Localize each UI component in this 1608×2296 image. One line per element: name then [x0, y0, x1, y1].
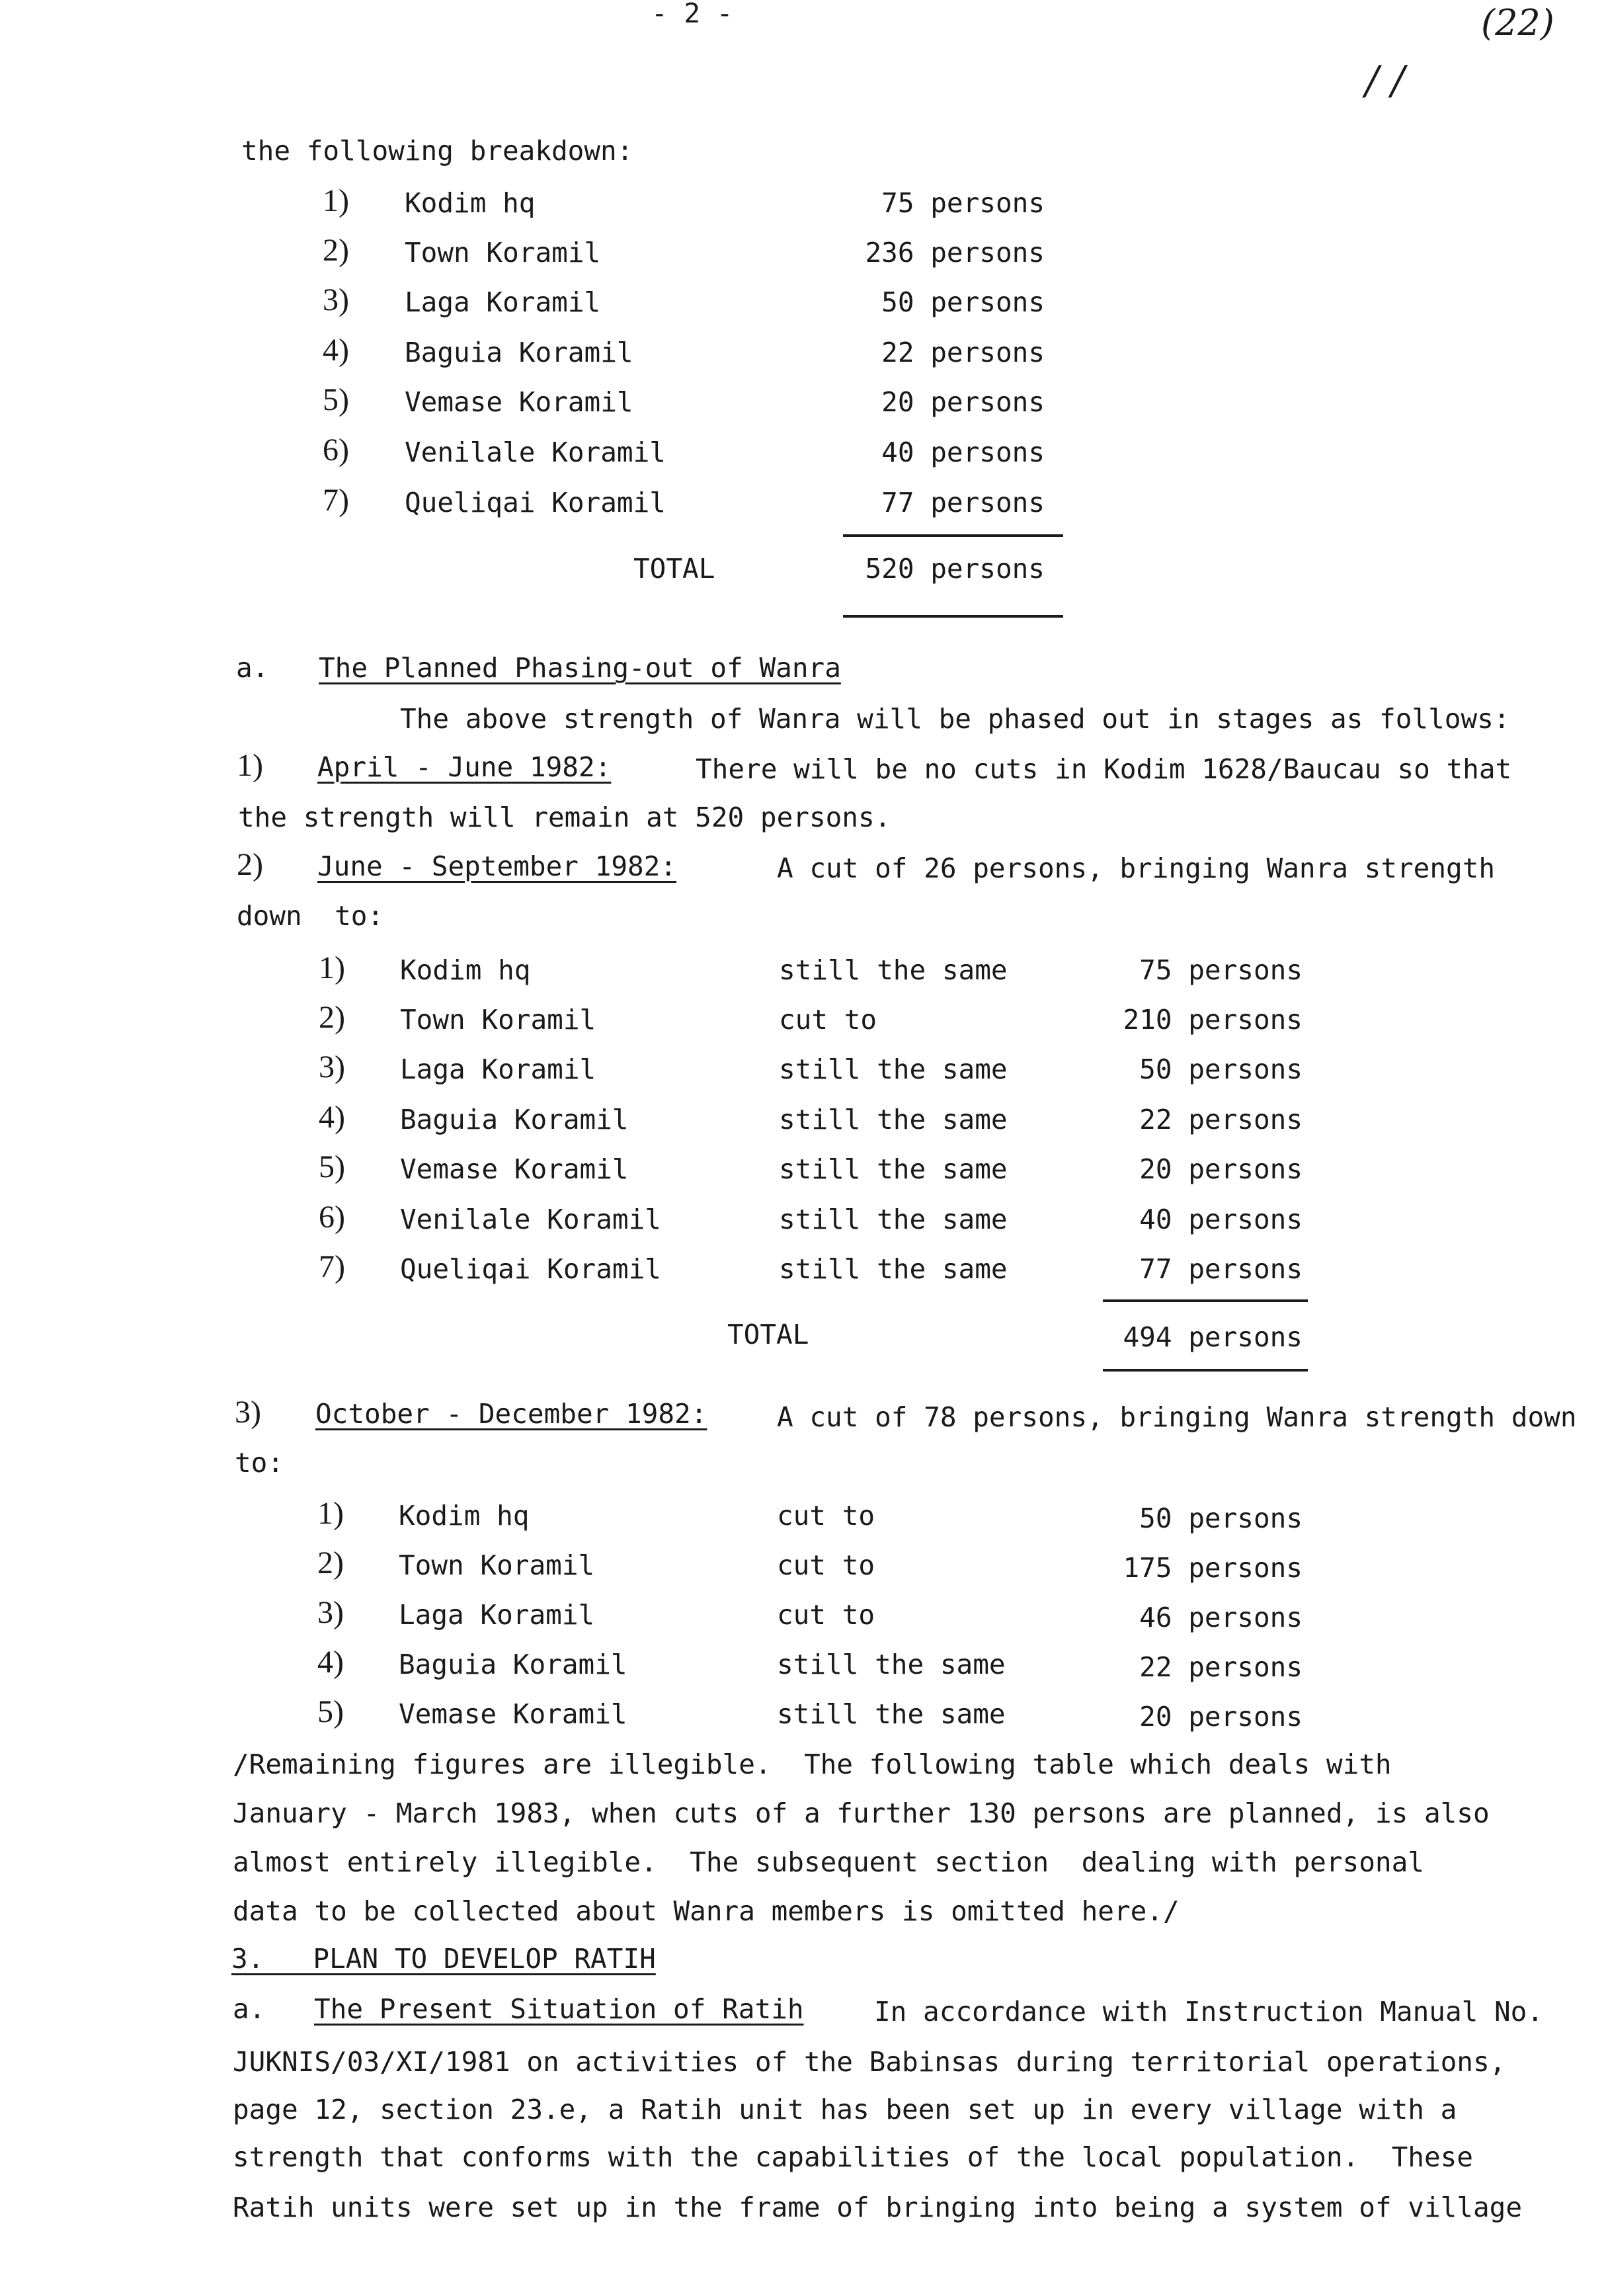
- section-3a-line: In accordance with Instruction Manual No.: [874, 1996, 1544, 2028]
- section-a-paragraph: The above strength of Wanra will be phased out in stages as follows:: [400, 703, 1510, 735]
- row-number: 2): [319, 1000, 345, 1035]
- row-number: 6): [319, 1200, 345, 1235]
- total-rule: [1103, 1299, 1308, 1302]
- row-value: 75 persons: [1139, 954, 1303, 986]
- row-status: still the same: [779, 1253, 1008, 1285]
- note-line: January - March 1983, when cuts of a further 130 persons are planned, is also: [233, 1797, 1490, 1829]
- row-status: cut to: [777, 1500, 875, 1532]
- row-number: 2): [317, 1545, 344, 1580]
- page-number: (22): [1481, 2, 1554, 44]
- row-name: Baguia Koramil: [400, 1104, 629, 1135]
- row-value: 22 persons: [881, 337, 1045, 368]
- row-number: 5): [319, 1149, 345, 1184]
- row-value: 46 persons: [1139, 1602, 1303, 1633]
- row-status: still the same: [779, 1204, 1008, 1235]
- row-status: still the same: [779, 1153, 1008, 1185]
- row-number: 4): [317, 1645, 344, 1680]
- row-name: Kodim hq: [399, 1500, 530, 1532]
- total-rule-bottom: [843, 615, 1063, 618]
- row-number: 7): [323, 483, 349, 518]
- total-rule: [843, 534, 1063, 537]
- stage3-text: A cut of 78 persons, bringing Wanra strength down: [777, 1401, 1577, 1433]
- section-a-title: The Planned Phasing-out of Wanra: [319, 652, 841, 684]
- row-number: 1): [323, 183, 349, 218]
- stage2-text: A cut of 26 persons, bringing Wanra strength: [777, 852, 1496, 884]
- row-name: Vemase Koramil: [399, 1698, 627, 1730]
- row-value: 50 persons: [1139, 1502, 1303, 1534]
- total-label: TOTAL: [633, 553, 715, 585]
- row-name: Queliqai Koramil: [405, 487, 666, 518]
- row-number: 2): [323, 233, 349, 268]
- row-name: Vemase Koramil: [400, 1153, 629, 1185]
- note-line: data to be collected about Wanra members is omitted here./: [233, 1895, 1180, 1927]
- row-name: Kodim hq: [400, 954, 531, 986]
- stage3-text-cont: to:: [235, 1447, 284, 1479]
- row-value: 20 persons: [1139, 1701, 1303, 1733]
- stage1-period: April - June 1982:: [317, 751, 612, 783]
- row-value: 22 persons: [1139, 1104, 1303, 1135]
- row-number: 3): [317, 1595, 344, 1630]
- row-name: Baguia Koramil: [405, 337, 633, 368]
- stage2-period: June - September 1982:: [317, 850, 677, 882]
- row-status: still the same: [779, 1053, 1008, 1085]
- row-value: 50 persons: [1139, 1053, 1303, 1085]
- section-3a-line: strength that conforms with the capabilities of the local population. These: [233, 2141, 1473, 2173]
- row-name: Queliqai Koramil: [400, 1253, 661, 1285]
- row-value: 40 persons: [881, 436, 1045, 468]
- section-3a-line: page 12, section 23.e, a Ratih unit has been set up in every village with a: [233, 2094, 1457, 2125]
- row-number: 1): [319, 950, 345, 985]
- row-name: Venilale Koramil: [405, 436, 666, 468]
- row-number: 4): [323, 333, 349, 368]
- row-value: 40 persons: [1139, 1204, 1303, 1235]
- section-3a-title: The Present Situation of Ratih: [314, 1993, 804, 2025]
- row-status: still the same: [779, 954, 1008, 986]
- row-number: 1): [317, 1496, 344, 1531]
- total-value: 520 persons: [865, 553, 1045, 585]
- row-status: cut to: [777, 1599, 875, 1631]
- row-value: 175 persons: [1123, 1552, 1303, 1584]
- row-name: Town Koramil: [399, 1549, 595, 1581]
- stage1-text-cont: the strength will remain at 520 persons.: [238, 801, 891, 833]
- page-marker: - 2 -: [651, 0, 733, 29]
- row-name: Vemase Koramil: [405, 386, 633, 418]
- stage2-number: 2): [237, 847, 263, 882]
- row-value: 236 persons: [865, 237, 1045, 268]
- row-name: Laga Koramil: [400, 1053, 596, 1085]
- row-status: cut to: [779, 1004, 877, 1036]
- row-number: 7): [319, 1249, 345, 1284]
- row-number: 5): [317, 1694, 344, 1729]
- row-status: still the same: [777, 1649, 1006, 1680]
- tick-marks: / /: [1365, 58, 1405, 104]
- total-label: TOTAL: [727, 1319, 809, 1350]
- stage1-text: There will be no cuts in Kodim 1628/Baucau so that: [696, 753, 1512, 785]
- total-rule-bottom: [1103, 1369, 1308, 1372]
- row-value: 20 persons: [1139, 1153, 1303, 1185]
- row-number: 5): [323, 382, 349, 417]
- row-number: 4): [319, 1100, 345, 1135]
- section-3a-letter: a.: [233, 1993, 266, 2025]
- stage3-number: 3): [235, 1395, 261, 1430]
- row-status: cut to: [777, 1549, 875, 1581]
- row-value: 22 persons: [1139, 1651, 1303, 1683]
- section-a-letter: a.: [236, 652, 269, 684]
- intro-line: the following breakdown:: [241, 135, 633, 167]
- section-3-heading: 3. PLAN TO DEVELOP RATIH: [231, 1943, 656, 1975]
- row-name: Town Koramil: [400, 1004, 596, 1036]
- row-number: 6): [323, 432, 349, 468]
- row-value: 77 persons: [881, 487, 1045, 518]
- row-value: 210 persons: [1123, 1004, 1303, 1036]
- row-value: 50 persons: [881, 286, 1045, 318]
- section-3a-line: Ratih units were set up in the frame of bringing into being a system of village: [233, 2192, 1523, 2223]
- row-name: Kodim hq: [405, 187, 536, 219]
- row-value: 20 persons: [881, 386, 1045, 418]
- row-name: Laga Koramil: [399, 1599, 595, 1631]
- stage2-text-cont: down to:: [237, 900, 384, 932]
- row-number: 3): [319, 1049, 345, 1085]
- row-name: Baguia Koramil: [399, 1649, 627, 1680]
- note-line: almost entirely illegible. The subsequent section dealing with personal: [233, 1846, 1424, 1878]
- row-name: Town Koramil: [405, 237, 601, 268]
- row-value: 77 persons: [1139, 1253, 1303, 1285]
- row-status: still the same: [779, 1104, 1008, 1135]
- section-3a-line: JUKNIS/03/XI/1981 on activities of the Babinsas during territorial operations,: [233, 2046, 1506, 2078]
- total-value: 494 persons: [1123, 1321, 1303, 1353]
- row-name: Venilale Koramil: [400, 1204, 661, 1235]
- stage3-period: October - December 1982:: [315, 1398, 707, 1430]
- row-value: 75 persons: [881, 187, 1045, 219]
- row-status: still the same: [777, 1698, 1006, 1730]
- row-number: 3): [323, 282, 349, 317]
- row-name: Laga Koramil: [405, 286, 601, 318]
- note-line: /Remaining figures are illegible. The following table which deals with: [233, 1748, 1392, 1780]
- stage1-number: 1): [237, 748, 263, 783]
